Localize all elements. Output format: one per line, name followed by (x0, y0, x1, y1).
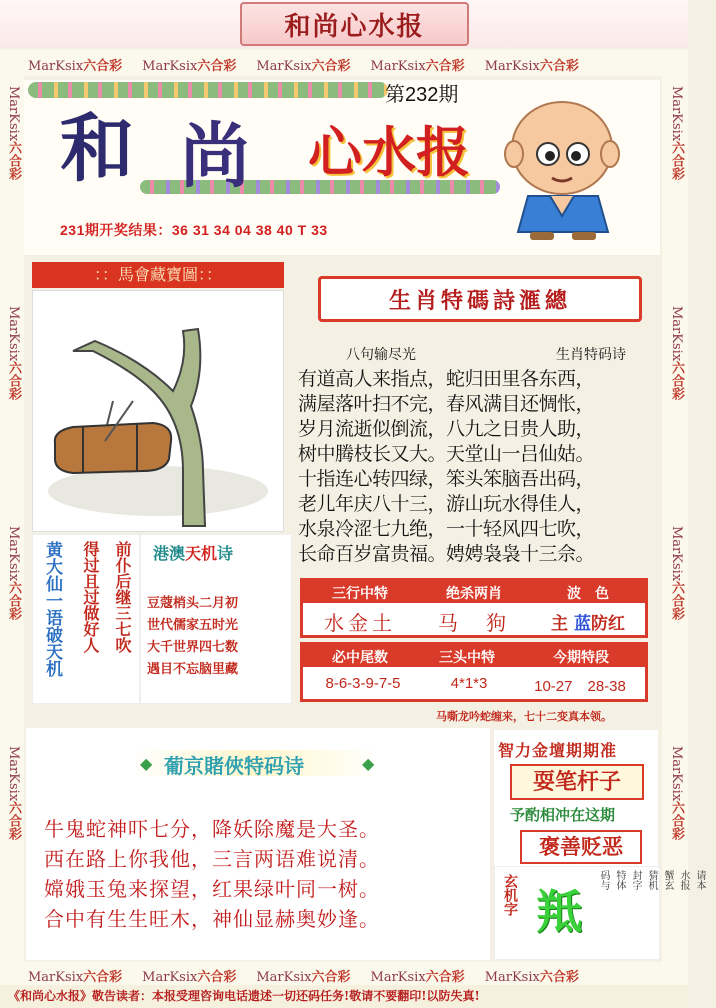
gangao-line: 世代儒家五时光 (147, 618, 239, 633)
table2-header: 三头中特 (439, 650, 495, 666)
poem-line: 岁月流逝似倒流，八九之日贵人助， (298, 418, 595, 440)
watermark-text: MarKsix六合彩 (6, 526, 21, 621)
watermark-text: MarKsix六合彩 (6, 746, 21, 841)
poem-line: 长命百岁富贵福。娉娉袅袅十三佘。 (298, 543, 595, 565)
portugal-title: 葡京賭俠特码诗 (164, 754, 304, 778)
poem-line: 十指连心转四绿，笨头笨脑吾出码， (298, 468, 595, 490)
xuanji-note: 请本 (694, 870, 705, 890)
table1-header: 波 色 (567, 586, 609, 602)
watermark-text: MarKsix六合彩 (256, 970, 351, 985)
left-watermark-band (0, 76, 24, 962)
table1-value: 水金土 (324, 611, 396, 635)
tree-barrel-illustration-icon (33, 291, 283, 531)
diamond-icon: ◆ (140, 754, 153, 773)
watermark-text: MarKsix六合彩 (669, 746, 684, 841)
slogan: 马嘶龙吟蛇缠来，七十二变真本领。 (436, 710, 612, 723)
poem-subtitle-right: 生肖特码诗 (556, 347, 626, 363)
prediction-table-2 (300, 642, 648, 702)
gangao-line: 豆蔻梢头二月初 (147, 596, 239, 611)
xuanji-note: 特体 (614, 870, 625, 890)
masthead-shang: 尚 (180, 114, 250, 197)
footer-notice: 《和尚心水报》敬告读者：本报受理咨询电话遗述一切还码任务!敬请不要翻印!以防失真! (0, 985, 688, 1008)
masthead-he: 和 (60, 106, 134, 192)
zhili-sub: 予酌相冲在这期 (510, 806, 616, 824)
watermark-text: MarKsix六合彩 (28, 970, 123, 985)
poem-line: 老儿年庆八十三，游山玩水得佳人， (298, 493, 595, 515)
xuanji-note: 蟹玄 (662, 870, 673, 890)
watermark-text: MarKsix六合彩 (6, 86, 21, 181)
portugal-line: 西在路上你我他，三言两语难说清。 (44, 847, 380, 871)
table1-header: 绝杀两肖 (446, 586, 502, 602)
huang-da-xian-label: 黄大仙一语破天机 (42, 541, 62, 677)
gangao-lines (147, 593, 238, 681)
table2-header: 今期特段 (553, 650, 609, 666)
xuanji-notes (596, 870, 707, 890)
table1-wave-value: 主 蓝防红 (551, 614, 625, 634)
table1-value: 马 狗 (438, 611, 510, 635)
portugal-line: 合中有生生旺木，神仙显赫奥妙逢。 (44, 907, 380, 931)
portugal-lines (44, 814, 380, 934)
watermark-text: MarKsix六合彩 (142, 59, 237, 74)
top-watermark-band (0, 50, 688, 76)
poem-line: 水泉冷涩七九绝，一十轻风四七吹， (298, 518, 595, 540)
gangao-poem-box (140, 534, 292, 704)
poem-title: 生肖特碼詩滙總 (388, 287, 571, 314)
table2-value: 8-6-3-9-7-5 (325, 675, 401, 692)
watermark-text: MarKsix六合彩 (669, 86, 684, 181)
poem-subtitle-left: 八句输尽光 (346, 347, 416, 363)
issue-number: 第232期 (385, 84, 459, 106)
xuanji-note: 码与 (598, 870, 609, 890)
horse-treasure-header (32, 262, 284, 288)
watermark-text: MarKsix六合彩 (669, 526, 684, 621)
poem-title-banner (318, 276, 642, 322)
zhili-title: 智力金壇期期准 (498, 741, 618, 760)
portugal-line: 嫦娥玉兔来探望，红果绿叶同一树。 (44, 877, 380, 901)
zhili-answer2: 褒善贬恶 (520, 830, 642, 864)
poem-lines (298, 367, 658, 567)
watermark-text: MarKsix六合彩 (28, 59, 123, 74)
huang-da-xian-col1: 得过且过做好人 (81, 541, 100, 653)
prediction-table-1 (300, 578, 648, 638)
watermark-text: MarKsix六合彩 (484, 59, 579, 74)
right-watermark-band (662, 76, 688, 962)
watermark-text: MarKsix六合彩 (370, 970, 465, 985)
table2-header: 必中尾数 (332, 650, 388, 666)
poem-line: 有道高人来指点，蛇归田里各东西， (298, 368, 595, 390)
huang-da-xian-col2: 前仆后继三七吹 (113, 541, 132, 653)
watermark-text: MarKsix六合彩 (142, 970, 237, 985)
xuanji-note: 猜机 (646, 870, 657, 890)
horse-treasure-title: ：：馬會藏寶圖：： (93, 265, 222, 284)
watermark-text: MarKsix六合彩 (484, 970, 579, 985)
watermark-text: MarKsix六合彩 (669, 306, 684, 401)
xuanji-char: 羝 (536, 885, 582, 939)
masthead-xinshuibao: 心水报 (308, 120, 470, 184)
watermark-text: MarKsix六合彩 (370, 59, 465, 74)
monk-mascot-icon (500, 92, 630, 242)
gangao-title: 港澳天机诗 (153, 544, 234, 563)
xuanji-note: 封字 (630, 870, 641, 890)
gangao-line: 遇目不忘脑里藏 (147, 662, 239, 677)
xuanji-label: 玄机字 (502, 874, 518, 916)
gangao-line: 大千世界四七数 (147, 640, 239, 655)
table2-value: 10-27 28-38 (534, 678, 626, 695)
table2-value: 4*1*3 (450, 675, 488, 692)
poem-line: 树中腾枝长又大。天堂山一吕仙姑。 (298, 443, 595, 465)
poem-line: 满屋落叶扫不完，春风满目还惆怅， (298, 393, 595, 415)
zhili-answer1: 耍笔杆子 (510, 764, 644, 800)
bottom-watermark-band (0, 962, 688, 985)
portugal-line: 牛鬼蛇神吓七分，降妖除魔是大圣。 (44, 817, 380, 841)
huang-da-xian-box (32, 534, 140, 704)
xuanji-note: 水报 (678, 870, 689, 890)
diamond-icon: ◆ (362, 754, 375, 773)
title-banner (240, 2, 469, 46)
watermark-text: MarKsix六合彩 (6, 306, 21, 401)
horse-treasure-image (32, 290, 284, 532)
watermark-text: MarKsix六合彩 (256, 59, 351, 74)
previous-result: 231期开奖结果：36 31 34 04 38 40 T 33 (60, 222, 328, 238)
page-title: 和尚心水报 (284, 11, 425, 42)
table1-header: 三行中特 (332, 586, 388, 602)
